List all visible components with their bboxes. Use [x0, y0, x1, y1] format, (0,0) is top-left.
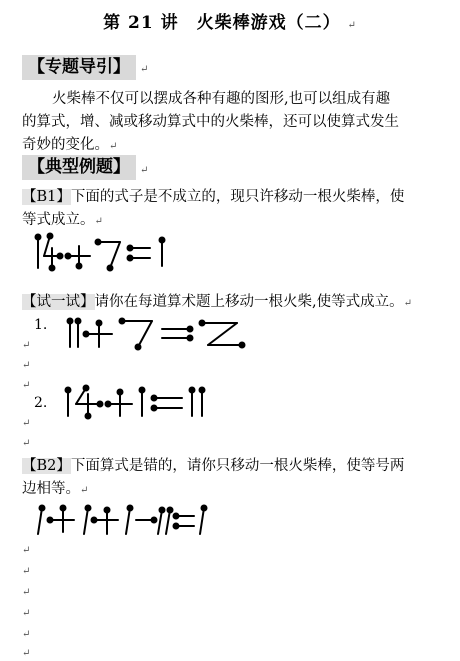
- try-tag: 【试一试】: [22, 294, 95, 310]
- b2-text-line-2: 边相等。: [22, 481, 80, 497]
- try-1-matchstick-equation: [62, 317, 252, 355]
- b1-matchstick-equation: [30, 232, 180, 278]
- return-mark: ↵: [22, 608, 31, 619]
- b1-text-line-2: 等式成立。: [22, 212, 95, 228]
- matchstick-figure: [60, 382, 225, 420]
- guide-paragraph: 火柴棒不仅可以摆成各种有趣的图形,也可以组成有趣 的算式，增、减或移动算式中的火柴棒，还可以使算式发生 奇妙的变化。↵: [22, 88, 452, 158]
- return-mark: ↵: [140, 165, 149, 176]
- b2-text-line-1: 下面算式是错的，请你只移动一根火柴棒，使等号两: [70, 458, 405, 474]
- try-2-matchstick-equation: [60, 382, 225, 424]
- try-text: 请你在每道算术题上移动一根火柴,使等式成立。: [94, 294, 404, 310]
- matchstick-figure: [62, 317, 252, 351]
- page-title: 第 21 讲 火柴棒游戏（二） ↵: [103, 13, 357, 33]
- return-mark: ↵: [22, 360, 31, 371]
- b2-tag: 【B2】: [22, 458, 71, 474]
- return-mark: ↵: [22, 629, 31, 640]
- return-mark: ↵: [22, 587, 31, 598]
- guide-line-1: 火柴棒不仅可以摆成各种有趣的图形,也可以组成有趣: [52, 91, 391, 107]
- return-mark: ↵: [22, 340, 31, 351]
- guide-line-3: 奇妙的变化。: [22, 137, 109, 153]
- return-mark: ↵: [22, 545, 31, 556]
- section-heading-guide: 【专题导引】: [22, 55, 136, 80]
- return-mark: ↵: [22, 566, 31, 577]
- item-number-1: 1.: [34, 317, 48, 333]
- return-mark: ↵: [140, 64, 149, 75]
- matchstick-figure: [30, 502, 215, 542]
- matchstick-figure: [30, 232, 180, 274]
- b2-matchstick-equation: [30, 502, 215, 546]
- b1-problem: 【B1】下面的式子是不成立的，现只许移动一根火柴棒，使 等式成立。↵: [22, 189, 405, 228]
- b1-tag: 【B1】: [22, 189, 71, 205]
- return-mark: ↵: [22, 648, 31, 659]
- guide-line-2: 的算式，增、减或移动算式中的火柴棒，还可以使算式发生: [22, 114, 399, 130]
- section-heading-examples: 【典型例题】: [22, 155, 136, 180]
- return-mark: ↵: [22, 438, 31, 449]
- return-mark: ↵: [22, 380, 31, 391]
- try-instruction: 【试一试】请你在每道算术题上移动一根火柴,使等式成立。↵: [22, 294, 412, 310]
- item-number-2: 2.: [34, 395, 48, 411]
- b2-problem: 【B2】下面算式是错的，请你只移动一根火柴棒，使等号两 边相等。↵: [22, 458, 405, 497]
- return-mark: ↵: [22, 418, 31, 429]
- b1-text-line-1: 下面的式子是不成立的，现只许移动一根火柴棒，使: [70, 189, 405, 205]
